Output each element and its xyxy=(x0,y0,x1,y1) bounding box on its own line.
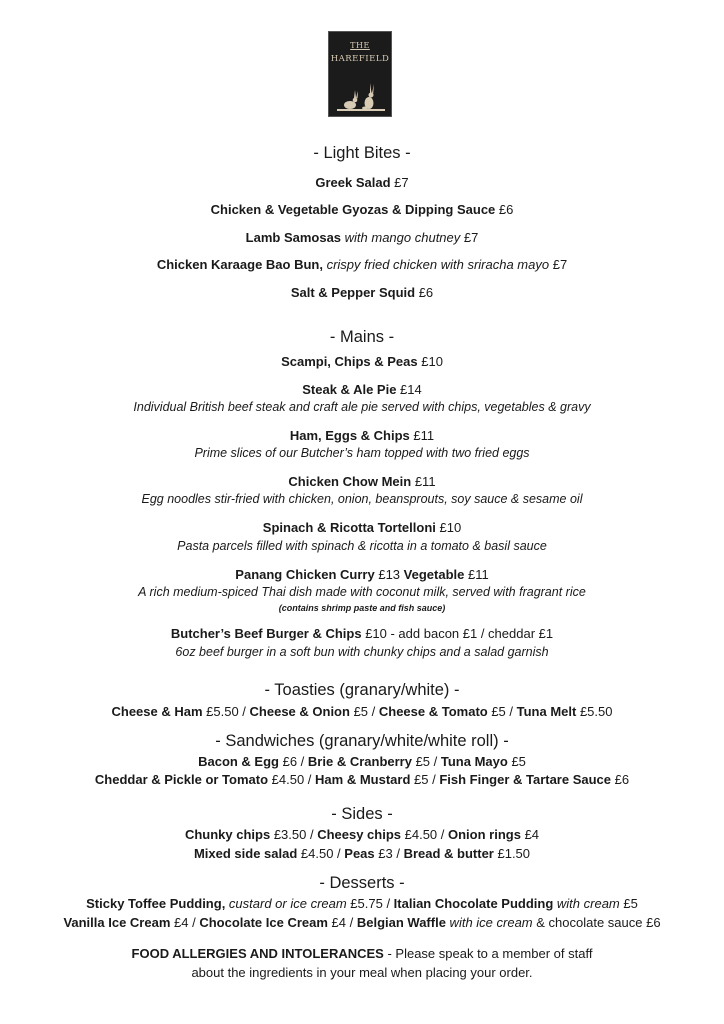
menu-item: Scampi, Chips & Peas £10 xyxy=(281,354,443,369)
menu-item: Greek Salad £7 xyxy=(315,175,409,190)
menu-line: Cheese & Ham £5.50 / Cheese & Onion £5 / Cheese & Tomato £5 / Tuna Melt £5.50 xyxy=(111,704,613,719)
allergen-note: (contains shrimp paste and fish sauce) xyxy=(278,603,446,613)
menu-item-description: Prime slices of our Butcher’s ham topped with two fried eggs xyxy=(194,446,530,460)
toasties-section xyxy=(0,680,724,700)
sides-section xyxy=(0,804,724,824)
menu-item-description: A rich medium-spiced Thai dish made with coconut milk, served with fragrant rice xyxy=(138,585,586,599)
menu-item-description: Individual British beef steak and craft ale pie served with chips, vegetables & gravy xyxy=(133,400,591,414)
desserts-heading: - Desserts - xyxy=(319,874,405,892)
menu-line: Mixed side salad £4.50 / Peas £3 / Bread & butter £1.50 xyxy=(193,846,531,861)
menu-item: Lamb Samosas with mango chutney £7 xyxy=(245,230,479,245)
menu-line: Chunky chips £3.50 / Cheesy chips £4.50 / Onion rings £4 xyxy=(184,827,540,842)
menu-item: Panang Chicken Curry £13 Vegetable £11 xyxy=(235,567,489,582)
allergy-notice-line2: about the ingredients in your meal when placing your order. xyxy=(191,965,533,980)
sides-heading: - Sides - xyxy=(331,805,393,823)
sandwiches-section xyxy=(0,731,724,751)
harefield-logo xyxy=(328,31,392,117)
menu-line: Vanilla Ice Cream £4 / Chocolate Ice Cream £4 / Belgian Waffle with ice cream & chocolate sauce £6 xyxy=(63,915,661,930)
menu-item: Butcher’s Beef Burger & Chips £10 - add bacon £1 / cheddar £1 xyxy=(170,626,554,641)
sandwiches-heading: - Sandwiches (granary/white/white roll) - xyxy=(215,732,509,750)
toasties-heading: - Toasties (granary/white) - xyxy=(264,681,460,699)
menu-item: Ham, Eggs & Chips £11 xyxy=(289,428,435,443)
menu-line: Bacon & Egg £6 / Brie & Cranberry £5 / Tuna Mayo £5 xyxy=(198,754,526,769)
menu-item-description: 6oz beef burger in a soft bun with chunky chips and a salad garnish xyxy=(175,645,549,659)
menu-item: Chicken Chow Mein £11 xyxy=(288,474,436,489)
menu-item-description: Pasta parcels filled with spinach & ricotta in a tomato & basil sauce xyxy=(177,539,547,553)
menu-item: Spinach & Ricotta Tortelloni £10 xyxy=(262,520,462,535)
menu-item-description: Egg noodles stir-fried with chicken, onion, beansprouts, soy sauce & sesame oil xyxy=(141,492,583,506)
allergy-title: FOOD ALLERGIES AND INTOLERANCES xyxy=(131,946,384,961)
allergy-notice: FOOD ALLERGIES AND INTOLERANCES - Please speak to a member of staff xyxy=(131,946,593,961)
menu-item: Chicken Karaage Bao Bun, crispy fried chicken with sriracha mayo £7 xyxy=(156,257,568,272)
mains-heading: - Mains - xyxy=(329,328,395,346)
light-bites-heading: - Light Bites - xyxy=(313,144,411,162)
mains-section xyxy=(0,327,724,347)
hares-icon xyxy=(333,78,389,114)
menu-item: Steak & Ale Pie £14 xyxy=(302,382,422,397)
light-bites-section xyxy=(0,143,724,163)
menu-line: Cheddar & Pickle or Tomato £4.50 / Ham & Mustard £5 / Fish Finger & Tartare Sauce £6 xyxy=(94,772,630,787)
logo-name: HAREFIELD xyxy=(330,54,390,64)
menu-item: Salt & Pepper Squid £6 xyxy=(290,285,434,300)
menu-line: Sticky Toffee Pudding, custard or ice cream £5.75 / Italian Chocolate Pudding with cream £5 xyxy=(86,896,638,911)
logo-the: THE xyxy=(350,41,370,50)
desserts-section xyxy=(0,873,724,893)
menu-item: Chicken & Vegetable Gyozas & Dipping Sauce £6 xyxy=(210,202,514,217)
